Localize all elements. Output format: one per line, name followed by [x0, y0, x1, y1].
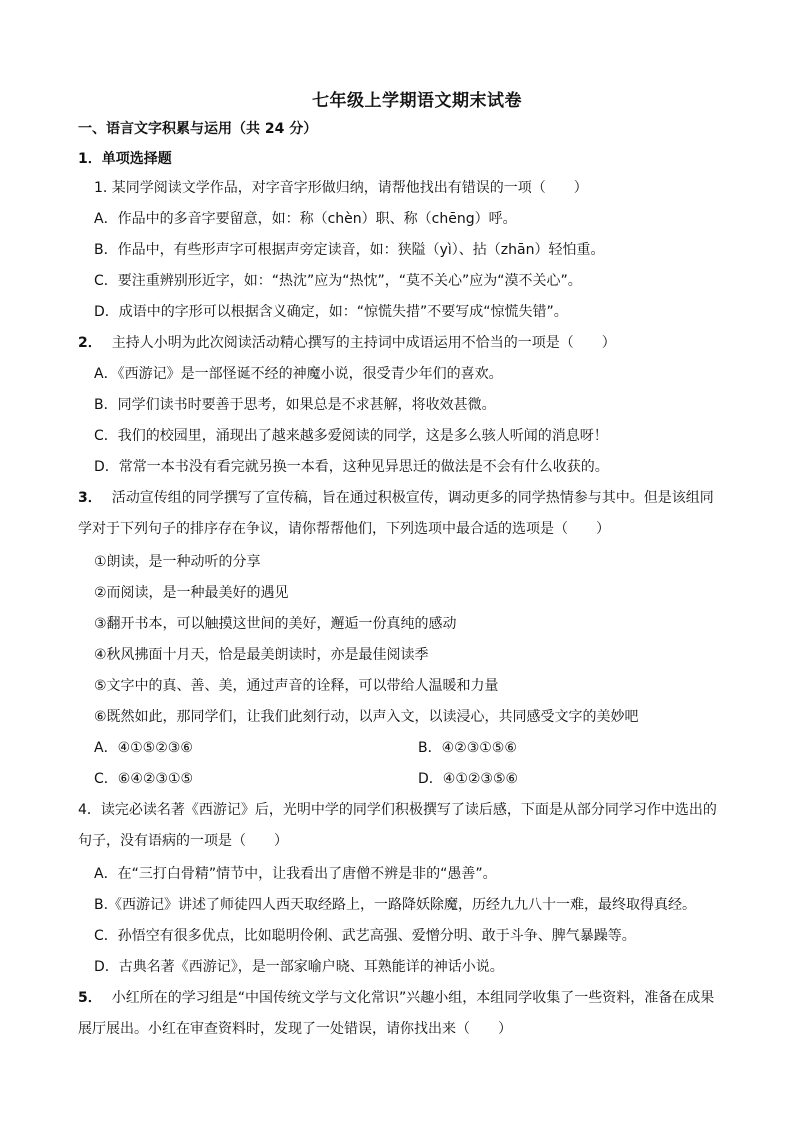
q3-option-a: A．④①⑤②③⑥ [94, 740, 193, 756]
q3-stem-row [78, 488, 714, 508]
q1-option-d: D．成语中的字形可以根据含义确定，如：“惊慌失措”不要写成“惊慌失错”。 [94, 304, 568, 320]
q4-option-b: B.《西游记》讲述了师徒四人西天取经路上，一路降妖除魔，历经九九八十一难，最终取得真经。 [94, 897, 697, 913]
q1-option-a: A．作品中的多音字要留意，如：称（chèn）职、称（chēng）呼。 [94, 211, 517, 227]
q3-option-c: C．⑥④②③①⑤ [94, 771, 194, 787]
q3-option-d: D．④①②③⑤⑥ [418, 771, 519, 787]
q1-stem: 1. 某同学阅读文学作品，对字音字形做归纳，请帮他找出有错误的一项（ ） [94, 180, 588, 196]
q3-number: 3． [78, 490, 102, 506]
q1-option-c: C．要注重辨别形近字，如：“热沈”应为“热忱”，“莫不关心”应为“漠不关心”。 [94, 273, 582, 289]
q2-option-c: C．我们的校园里，涌现出了越来越多爱阅读的同学，这是多么骇人听闻的消息呀！ [94, 428, 608, 444]
q4-option-c: C．孙悟空有很多优点，比如聪明伶俐、武艺高强、爱憎分明、敢于斗争、脾气暴躁等。 [94, 928, 636, 944]
q2-option-b: B．同学们读书时要善于思考，如果总是不求甚解，将收效甚微。 [94, 397, 496, 413]
q3-stem-line2: 学对于下列句子的排序存在争议，请你帮帮他们，下列选项中最合适的选项是（ ） [78, 521, 610, 537]
q3-sentence-6: ⑥既然如此，那同学们，让我们此刻行动，以声入文，以读浸心，共同感受文字的美妙吧 [94, 709, 639, 725]
q1-option-b: B．作品中，有些形声字可根据声旁定读音，如：狭隘（yì）、拈（zhān）轻怕重。 [94, 242, 605, 258]
q5-number: 5． [78, 990, 102, 1006]
q2-stem-row [78, 333, 616, 353]
q3-option-b: B．④②③①⑤⑥ [418, 740, 517, 756]
q2-option-a: A．《西游记》是一部怪诞不经的神魔小说，很受青少年们的喜欢。 [94, 366, 503, 382]
q3-sentence-1: ①朗读，是一种动听的分享 [94, 554, 261, 570]
q3-sentence-3: ③翻开书本，可以触摸这世间的美好，邂逅一份真纯的感动 [94, 616, 457, 632]
q4-option-d: D．古典名著《西游记》，是一部家喻户晓、耳熟能详的神话小说。 [94, 959, 504, 975]
q3-stem-line1: 活动宣传组的同学撰写了宣传稿，旨在通过积极宣传，调动更多的同学热情参与其中。但是该组同 [111, 490, 714, 506]
q2-number: 2． [78, 335, 102, 351]
q5-stem-line2: 展厅展出。小红在审查资料时，发现了一处错误，请你找出来（ ） [78, 1021, 512, 1037]
q4-option-a: A．在“三打白骨精”情节中，让我看出了唐僧不辨是非的“愚善”。 [94, 866, 497, 882]
page-title: 七年级上学期语文期末试卷 [312, 91, 522, 111]
q1-label: 1．单项选择题 [78, 151, 172, 167]
q5-stem-line1: 小红所在的学习组是“中国传统文学与文化常识”兴趣小组，本组同学收集了一些资料，准备在成果 [111, 990, 715, 1006]
q3-sentence-5: ⑤文字中的真、善、美，通过声音的诠释，可以带给人温暖和力量 [94, 678, 499, 694]
q4-stem-line1: 4．读完必读名著《西游记》后，光明中学的同学们积极撰写了读后感，下面是从部分同学习作中选出的 [78, 802, 717, 818]
q5-stem-row [78, 988, 714, 1008]
q3-sentence-4: ④秋风拂面十月天，恰是最美朗读时，亦是最佳阅读季 [94, 647, 429, 663]
section-heading: 一、语言文字积累与运用（共 24 分） [78, 121, 318, 137]
q3-sentence-2: ②而阅读，是一种最美好的遇见 [94, 585, 289, 601]
q4-stem-line2: 句子，没有语病的一项是（ ） [78, 833, 288, 849]
q2-stem: 主持人小明为此次阅读活动精心撰写的主持词中成语运用不恰当的一项是（ ） [111, 335, 616, 351]
q2-option-d: D．常常一本书没有看完就另换一本看，这种见异思迁的做法是不会有什么收获的。 [94, 459, 609, 475]
